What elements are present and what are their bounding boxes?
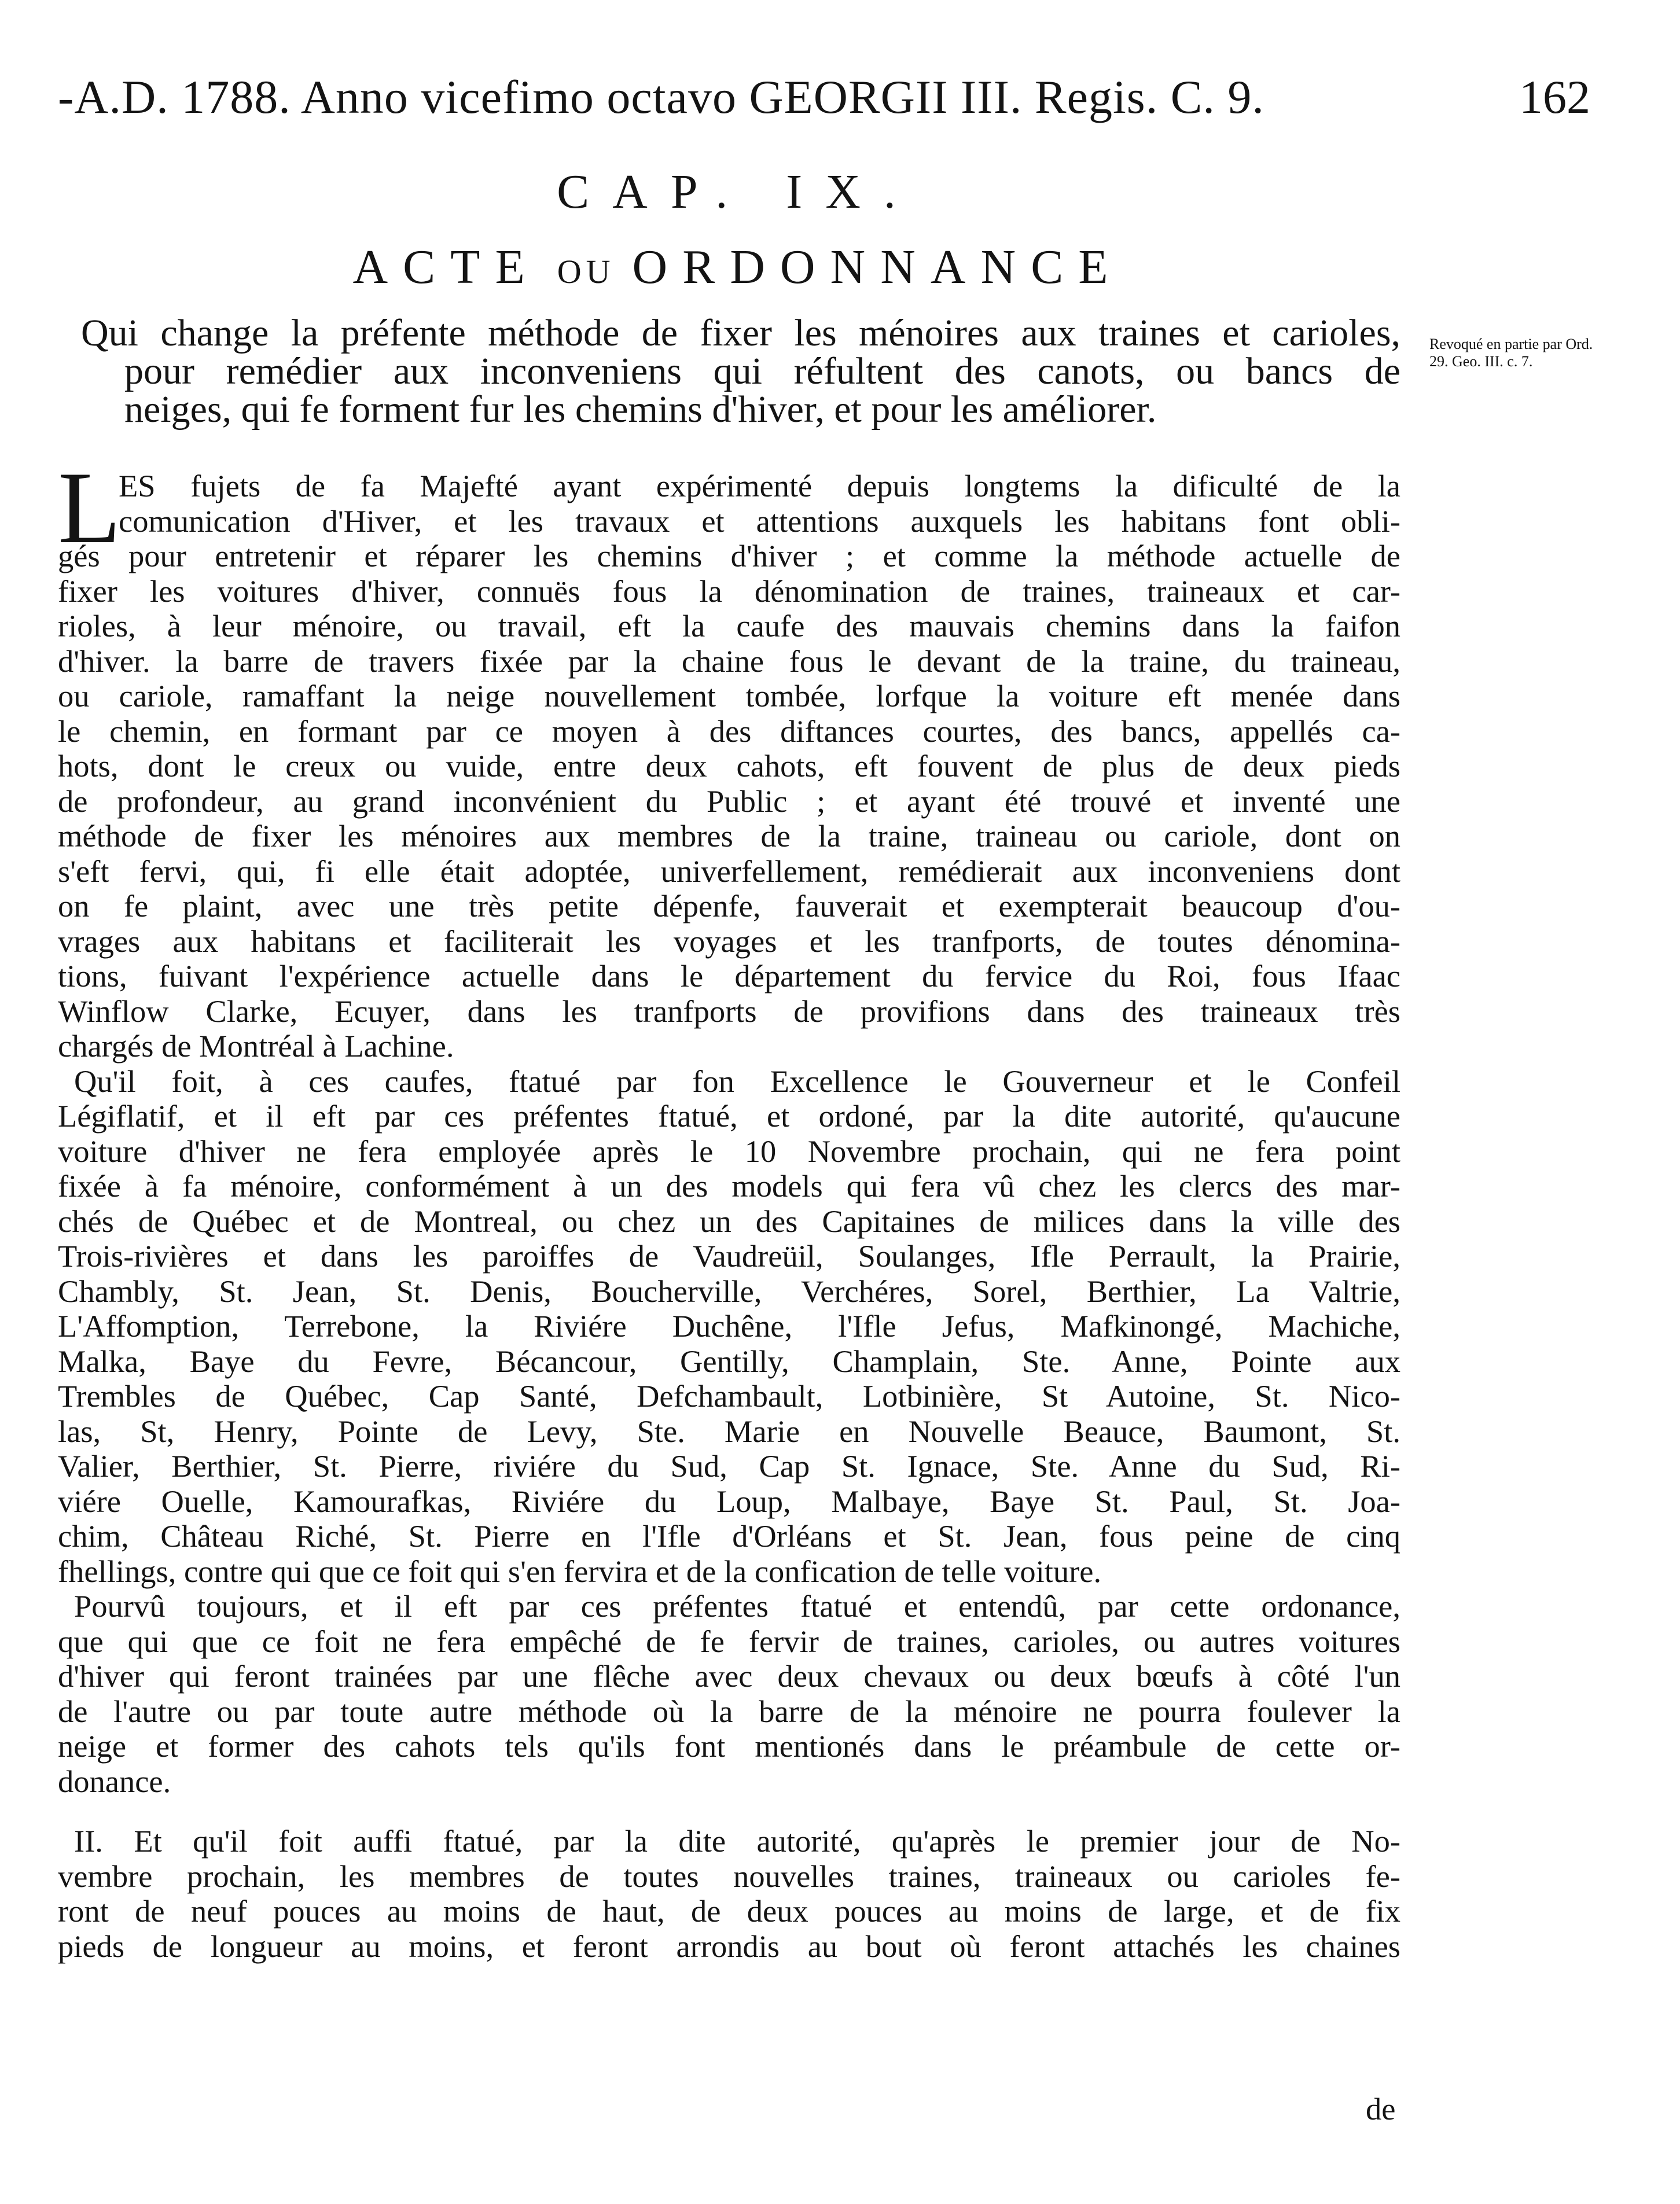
text-line: rioles, à leur ménoire, ou travail, eft la caufe des mauvais chemins dans la faifon (58, 608, 1400, 643)
section-gap (58, 1799, 1400, 1824)
act-heading-part1: ACTE (352, 240, 540, 294)
text-line: Pourvû toujours, et il eft par ces préfentes ftatué et entendû, par cette ordonance, (74, 1588, 1400, 1624)
text-line: neige et former des cahots tels qu'ils font mentionés dans le préambule de cette or- (58, 1728, 1400, 1764)
text-line: de l'autre ou par toute autre méthode où la barre de la ménoire ne pourra foulever la (58, 1693, 1400, 1729)
page-number: 162 (1519, 71, 1590, 123)
text-line: Valier, Berthier, St. Pierre, riviére du Sud, Cap St. Ignace, Ste. Anne du Sud, Ri- (58, 1448, 1400, 1484)
text-line: gés pour entretenir et réparer les chemins d'hiver ; et comme la méthode actuelle de (58, 538, 1400, 573)
text-line: que qui que ce foit ne fera empêché de fe fervir de traines, carioles, ou autres voitures (58, 1623, 1400, 1659)
text-line: le chemin, en formant par ce moyen à des diftances courtes, des bancs, appellés ca- (58, 713, 1400, 749)
text-line: chés de Québec et de Montreal, ou chez un des Capitaines de milices dans la ville des (58, 1203, 1400, 1239)
text-line: Trembles de Québec, Cap Santé, Defchambault, Lotbinière, St Autoine, St. Nico- (58, 1378, 1400, 1414)
text-line: d'hiver. la barre de travers fixée par la chaine fous le devant de la traine, du traineau, (58, 643, 1400, 679)
text-line: Winflow Clarke, Ecuyer, dans les tranfports de provifions dans des traineaux très (58, 993, 1400, 1029)
text-line: las, St, Henry, Pointe de Levy, Ste. Marie en Nouvelle Beauce, Baumont, St. (58, 1413, 1400, 1449)
text-line: Malka, Baye du Fevre, Bécancour, Gentilly, Champlain, Ste. Anne, Pointe aux (58, 1343, 1400, 1379)
text-line: chargés de Montréal à Lachine. (58, 1028, 454, 1064)
text-line: viére Ouelle, Kamourafkas, Riviére du Loup, Malbaye, Baye St. Paul, St. Joa- (58, 1483, 1400, 1519)
text-line: vembre prochain, les membres de toutes nouvelles traines, traineaux ou carioles fe- (58, 1858, 1400, 1894)
text-line: pieds de longueur au moins, et feront arrondis au bout où feront attachés les chaines (58, 1928, 1400, 1964)
text-line: ou cariole, ramaffant la neige nouvellement tombée, lorfque la voiture eft menée dans (58, 678, 1400, 713)
subtitle-line: pour remédier aux inconveniens qui réfultent des canots, ou bancs de (124, 350, 1400, 392)
text-line: méthode de fixer les ménoires aux membres de la traine, traineau ou cariole, dont on (58, 818, 1400, 853)
margin-note: Revoqué en partie par Ord. 29. Geo. III. c. 7. (1429, 336, 1593, 370)
text-line: fixée à fa ménoire, conformément à un des models qui fera vû chez les clercs des mar- (58, 1168, 1400, 1204)
text-line: ront de neuf pouces au moins de haut, de deux pouces au moins de large, et de fix (58, 1893, 1400, 1929)
text-line: tions, fuivant l'expérience actuelle dans le département du fervice du Roi, fous Ifaac (58, 958, 1400, 994)
catchword: de (1366, 2091, 1396, 2126)
subtitle-line: neiges, qui fe forment fur les chemins d'hiver, et pour les améliorer. (124, 388, 1157, 431)
text-line: hots, dont le creux ou vuide, entre deux cahots, eft fouvent de plus de deux pieds (58, 748, 1400, 783)
chapter-heading: CAP. IX. (557, 165, 919, 219)
text-line: comunication d'Hiver, et les travaux et attentions auxquels les habitans font obli- (119, 503, 1400, 539)
text-line: Chambly, St. Jean, St. Denis, Boucherville, Verchéres, Sorel, Berthier, La Valtrie, (58, 1273, 1400, 1309)
act-heading (0, 238, 1418, 301)
running-head: -A.D. 1788. Anno vicefimo octavo GEORGII III. Regis. C. 9. (58, 71, 1264, 123)
text-line: voiture d'hiver ne fera employée après le 10 Novembre prochain, qui ne fera point (58, 1133, 1400, 1169)
text-line: II. Et qu'il foit auffi ftatué, par la dite autorité, qu'après le premier jour de No- (74, 1823, 1400, 1859)
text-line: fhellings, contre qui que ce foit qui s'en fervira et de la confication de telle voiture. (58, 1553, 1102, 1589)
body-text (58, 450, 1400, 1964)
text-line: on fe plaint, avec une très petite dépenfe, fauverait et exempterait beaucoup d'ou- (58, 888, 1400, 923)
text-line: donance. (58, 1763, 171, 1799)
text-line: Légiflatif, et il eft par ces préfentes ftatué, et ordoné, par la dite autorité, qu'aucune (58, 1098, 1400, 1134)
text-line: fixer les voitures d'hiver, connuës fous la dénomination de traines, traineaux et car- (58, 573, 1400, 609)
text-line: Trois-rivières et dans les paroiffes de Vaudreüil, Soulanges, Ifle Perrault, la Prairie, (58, 1238, 1400, 1274)
drop-cap: L (58, 450, 121, 565)
subtitle-line: Qui change la préfente méthode de fixer les ménoires aux traines et carioles, (81, 312, 1400, 354)
act-heading-part2: OU (557, 253, 615, 290)
text-line: d'hiver qui feront trainées par une flêche avec deux chevaux ou deux bœufs à côté l'un (58, 1658, 1400, 1694)
text-line: ES fujets de fa Majefté ayant expérimenté depuis longtems la dificulté de la (119, 468, 1400, 503)
text-line: chim, Château Riché, St. Pierre en l'Ifle d'Orléans et St. Jean, fous peine de cinq (58, 1518, 1400, 1554)
text-line: s'eft fervi, qui, fi elle était adoptée, univerfellement, remédierait aux inconveniens dont (58, 853, 1400, 889)
subtitle (81, 314, 1400, 429)
text-line: Qu'il foit, à ces caufes, ftatué par fon Excellence le Gouverneur et le Confeil (74, 1063, 1400, 1099)
text-line: de profondeur, au grand inconvénient du Public ; et ayant été trouvé et inventé une (58, 783, 1400, 819)
act-heading-part3: ORDONNANCE (632, 240, 1123, 294)
text-line: L'Affomption, Terrebone, la Riviére Duchêne, l'Ifle Jefus, Mafkinongé, Machiche, (58, 1308, 1400, 1344)
text-line: vrages aux habitans et faciliterait les voyages et les tranfports, de toutes dénomina- (58, 923, 1400, 959)
